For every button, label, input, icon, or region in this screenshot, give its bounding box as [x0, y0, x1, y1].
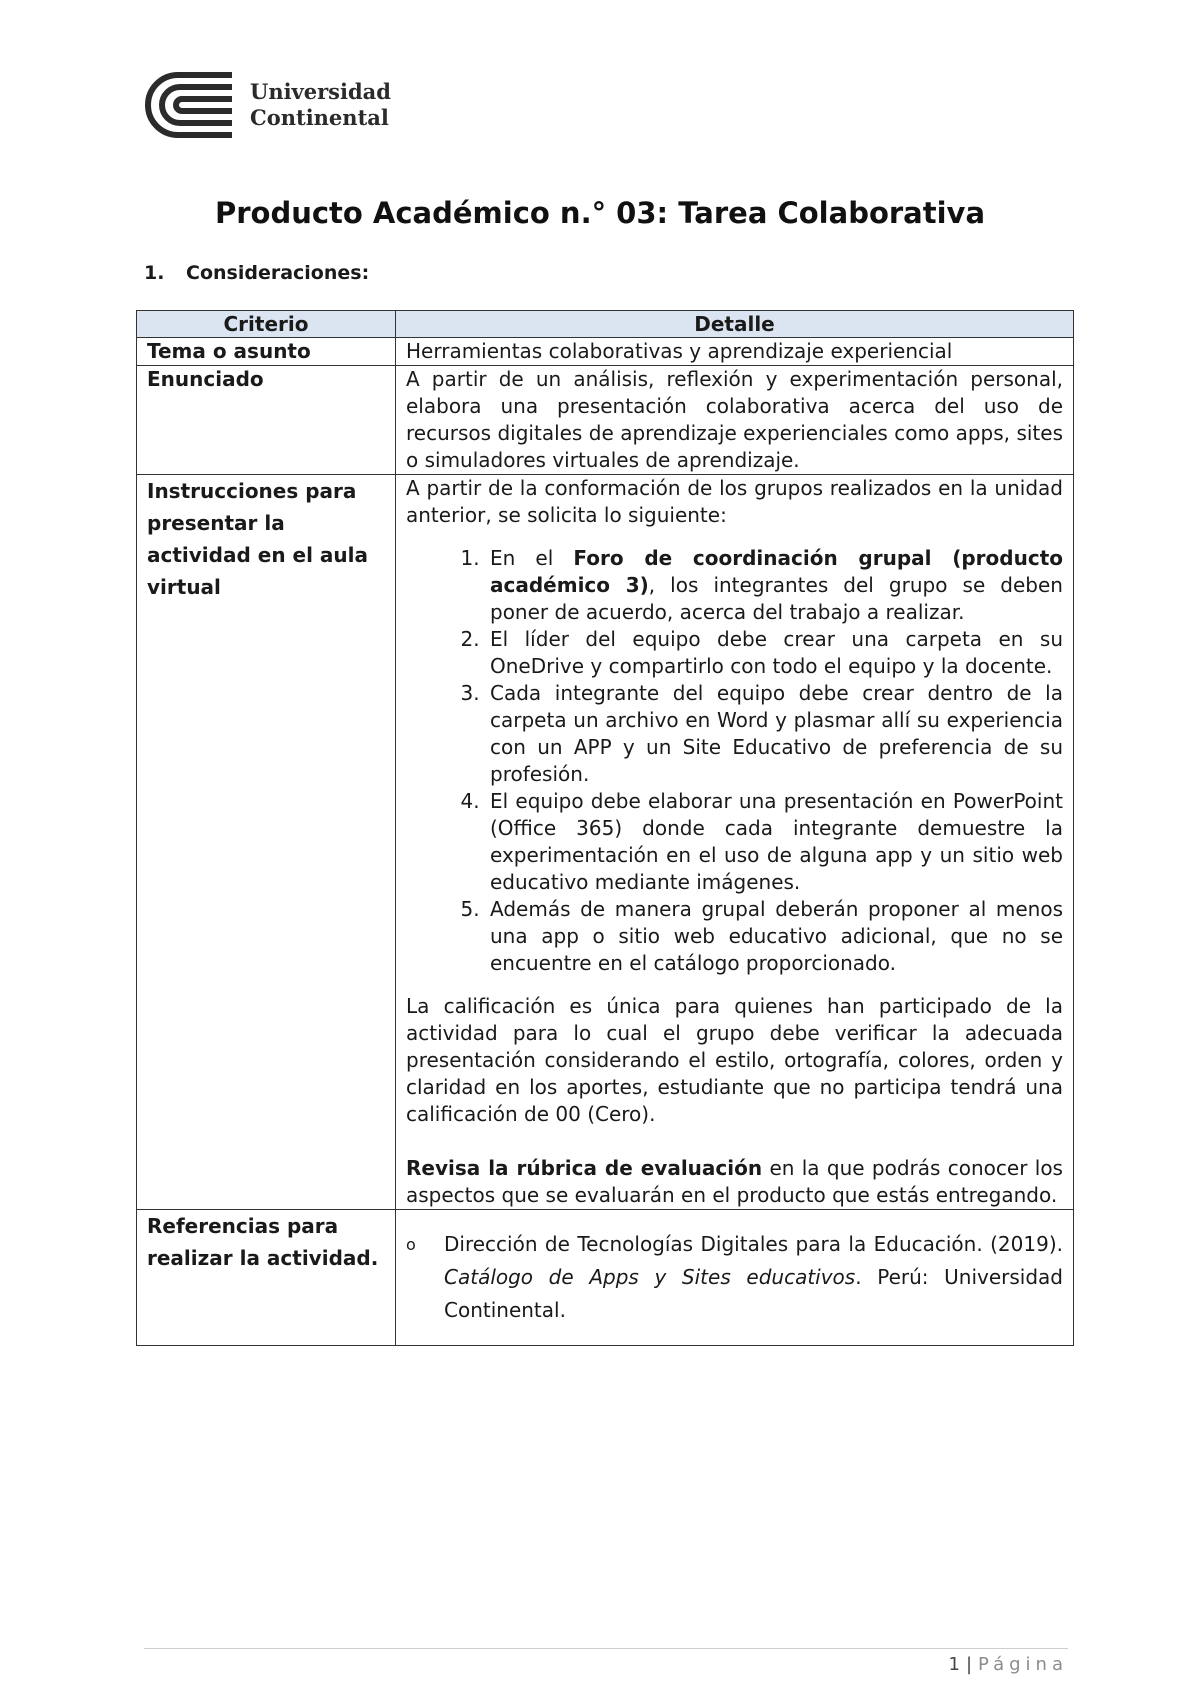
instructions-list — [406, 545, 1063, 977]
reference-publisher: . Perú: Universidad Continental. — [444, 1265, 1064, 1322]
instrucciones-intro: A partir de la conformación de los grupos realizados en la unidad anterior, se solicita lo siguiente: — [406, 476, 1063, 527]
reference-title: Catálogo de Apps y Sites educativos — [444, 1265, 856, 1289]
reference-bullet-icon: o — [406, 1235, 416, 1254]
page-label: Página — [978, 1654, 1068, 1675]
logo-line-1: Universidad — [250, 79, 391, 104]
tema-value: Herramientas colaborativas y aprendizaje experiencial — [396, 338, 1074, 366]
header-detalle: Detalle — [396, 311, 1074, 338]
page-footer — [949, 1654, 1068, 1675]
referencias-detail — [396, 1210, 1074, 1346]
university-logo-text — [250, 79, 391, 131]
reference-item — [406, 1228, 1063, 1327]
section-heading — [144, 262, 369, 284]
instrucciones-detail — [396, 475, 1074, 1210]
table-row-referencias — [137, 1210, 1074, 1346]
instruction-step-1 — [486, 545, 1063, 626]
logo-line-2: Continental — [250, 105, 389, 130]
university-logo — [144, 70, 404, 140]
table-row-tema — [137, 338, 1074, 366]
footer-divider — [144, 1648, 1068, 1649]
reference-author: Dirección de Tecnologías Digitales para la Educación. (2019). — [444, 1232, 1063, 1256]
instruction-step-3: 3. Cada integrante del equipo debe crear dentro de la carpeta un archivo en Word y plasmar allí su experiencia con un APP y un Site Educativo de preferencia de su profesión. — [486, 680, 1063, 788]
enunciado-label: Enunciado — [137, 366, 396, 475]
step-1-bold: Foro de coordinación grupal (producto académico 3) — [490, 546, 1063, 597]
header-criterio: Criterio — [137, 311, 396, 338]
page-number: 1 — [948, 1654, 960, 1675]
calificacion-paragraph: La calificación es única para quienes han participado de la actividad para lo cual el grupo debe verificar la adecuada presentación considerando el estilo, ortografía, colores, orden y claridad en los aportes, estudiante que no participa tendrá una calificación de 00 (Cero). — [406, 994, 1063, 1126]
enunciado-value: A partir de un análisis, reflexión y experimentación personal, elabora una presentación colaborativa acerca del uso de recursos digitales de aprendizaje experienciales como apps, sites o simuladores virtuales de aprendizaje. — [396, 366, 1074, 475]
rubrica-paragraph — [406, 1155, 1063, 1209]
university-logo-mark-icon — [144, 70, 236, 140]
step-1-post: , los integrantes del grupo se deben poner de acuerdo, acerca del trabajo a realizar. — [490, 573, 1063, 624]
step-1-pre: En el — [490, 546, 574, 570]
criteria-table — [136, 310, 1074, 1346]
rubrica-bold: Revisa la rúbrica de evaluación — [406, 1156, 763, 1180]
instrucciones-label: Instrucciones para presentar la actividad en el aula virtual — [137, 475, 396, 1210]
reference-text — [444, 1228, 1063, 1327]
section-number: 1. — [144, 262, 165, 284]
instruction-step-2: 2. El líder del equipo debe crear una carpeta en su OneDrive y compartirlo con todo el equipo y la docente. — [486, 626, 1063, 680]
table-header-row — [137, 311, 1074, 338]
document-title: Producto Académico n.° 03: Tarea Colaborativa — [214, 196, 986, 230]
rubrica-rest: en la que podrás conocer los aspectos que se evaluarán en el producto que estás entregando. — [406, 1156, 1063, 1207]
table-row-enunciado — [137, 366, 1074, 475]
footer-separator: | — [965, 1654, 973, 1675]
tema-label: Tema o asunto — [137, 338, 396, 366]
instruction-step-4: 4. El equipo debe elaborar una presentación en PowerPoint (Office 365) donde cada integrante demuestre la experimentación en el uso de alguna app y un sitio web educativo mediante imágenes. — [486, 788, 1063, 896]
table-row-instrucciones — [137, 475, 1074, 1210]
section-label: Consideraciones: — [186, 262, 370, 284]
instruction-step-5: 5. Además de manera grupal deberán proponer al menos una app o sitio web educativo adicional, que no se encuentre en el catálogo proporcionado. — [486, 896, 1063, 977]
referencias-label: Referencias para realizar la actividad. — [137, 1210, 396, 1346]
references-list — [406, 1228, 1063, 1327]
